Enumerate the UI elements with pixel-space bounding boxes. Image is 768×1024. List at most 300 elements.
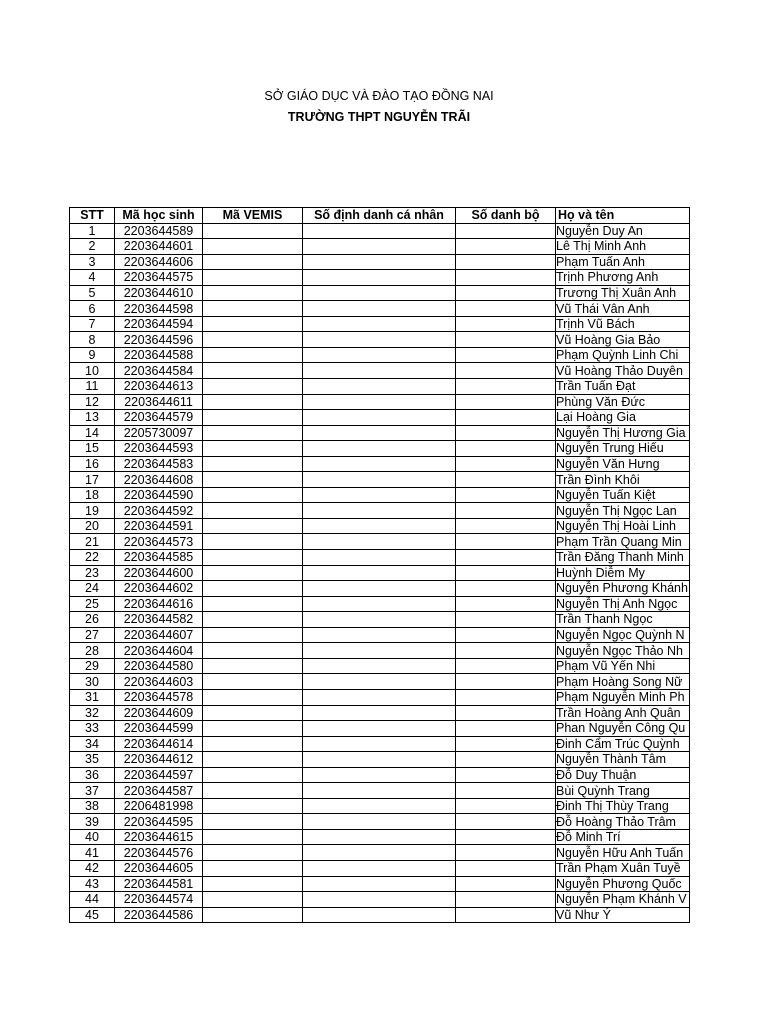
cell-full-name: Vũ Như Ý bbox=[556, 907, 690, 923]
cell-full-name: Đỗ Minh Trí bbox=[556, 829, 690, 845]
table-row bbox=[70, 845, 690, 861]
cell-personal-id bbox=[303, 363, 456, 379]
cell-ministry-id bbox=[456, 363, 556, 379]
cell-full-name: Nguyễn Phương Khánh bbox=[556, 581, 688, 596]
cell-stt: 43 bbox=[70, 876, 115, 892]
cell-full-name: Đỗ Duy Thuận bbox=[556, 767, 690, 783]
cell-stt: 45 bbox=[70, 907, 115, 923]
cell-student-code: 2203644585 bbox=[115, 550, 203, 566]
cell-full-name: Bùi Quỳnh Trang bbox=[556, 783, 690, 799]
cell-personal-id bbox=[303, 347, 456, 363]
cell-ministry-id bbox=[456, 487, 556, 503]
table-row bbox=[70, 627, 690, 643]
cell-vemis bbox=[203, 550, 303, 566]
cell-vemis bbox=[203, 783, 303, 799]
table-row bbox=[70, 643, 690, 659]
table-row bbox=[70, 798, 690, 814]
table-row bbox=[70, 347, 690, 363]
cell-full-name: Trần Hoàng Anh Quân bbox=[556, 705, 690, 721]
cell-personal-id bbox=[303, 301, 456, 317]
table-row bbox=[70, 752, 690, 768]
cell-student-code: 2203644588 bbox=[115, 347, 203, 363]
cell-full-name: Trịnh Phương Anh bbox=[556, 270, 690, 286]
cell-vemis bbox=[203, 705, 303, 721]
table-row bbox=[70, 721, 690, 737]
cell-vemis bbox=[203, 254, 303, 270]
cell-ministry-id bbox=[456, 285, 556, 301]
header-ministry-id: Số danh bộ bbox=[456, 208, 556, 224]
cell-ministry-id bbox=[456, 410, 556, 426]
cell-personal-id bbox=[303, 487, 456, 503]
cell-vemis bbox=[203, 767, 303, 783]
cell-vemis bbox=[203, 814, 303, 830]
cell-stt: 44 bbox=[70, 892, 115, 908]
cell-full-name: Vũ Thái Vân Anh bbox=[556, 301, 690, 317]
header-row bbox=[70, 208, 690, 224]
cell-personal-id bbox=[303, 829, 456, 845]
table-row bbox=[70, 658, 690, 674]
cell-stt: 42 bbox=[70, 860, 115, 876]
table-row bbox=[70, 425, 690, 441]
cell-full-name: Trần Tuấn Đạt bbox=[556, 379, 690, 395]
cell-vemis bbox=[203, 612, 303, 628]
cell-student-code: 2203644608 bbox=[115, 472, 203, 488]
cell-full-name: Đỗ Hoàng Thảo Trâm bbox=[556, 814, 690, 830]
cell-vemis bbox=[203, 347, 303, 363]
cell-student-code: 2203644601 bbox=[115, 239, 203, 255]
cell-full-name: Nguyễn Thị Hương Gia bbox=[556, 425, 690, 441]
header-stt: STT bbox=[70, 208, 115, 224]
cell-ministry-id bbox=[456, 674, 556, 690]
cell-vemis bbox=[203, 845, 303, 861]
cell-stt: 22 bbox=[70, 550, 115, 566]
cell-student-code: 2203644596 bbox=[115, 332, 203, 348]
cell-vemis bbox=[203, 658, 303, 674]
table-row bbox=[70, 596, 690, 612]
cell-personal-id bbox=[303, 736, 456, 752]
cell-student-code: 2203644586 bbox=[115, 907, 203, 923]
cell-stt: 33 bbox=[70, 721, 115, 737]
cell-vemis bbox=[203, 581, 303, 597]
cell-personal-id bbox=[303, 332, 456, 348]
table-row bbox=[70, 736, 690, 752]
cell-ministry-id bbox=[456, 596, 556, 612]
cell-vemis bbox=[203, 503, 303, 519]
table-row bbox=[70, 814, 690, 830]
cell-student-code: 2203644583 bbox=[115, 456, 203, 472]
cell-student-code: 2203644581 bbox=[115, 876, 203, 892]
cell-personal-id bbox=[303, 379, 456, 395]
cell-vemis bbox=[203, 456, 303, 472]
student-roster-table bbox=[69, 207, 690, 923]
cell-ministry-id bbox=[456, 705, 556, 721]
cell-student-code: 2203644593 bbox=[115, 441, 203, 457]
cell-personal-id bbox=[303, 550, 456, 566]
cell-full-name: Nguyễn Hữu Anh Tuấn bbox=[556, 845, 690, 861]
cell-personal-id bbox=[303, 845, 456, 861]
table-row bbox=[70, 581, 690, 597]
cell-stt: 20 bbox=[70, 518, 115, 534]
cell-full-name: Phạm Tuấn Anh bbox=[556, 254, 690, 270]
cell-stt: 39 bbox=[70, 814, 115, 830]
cell-personal-id bbox=[303, 518, 456, 534]
cell-stt: 7 bbox=[70, 316, 115, 332]
cell-full-name: Nguyễn Duy An bbox=[556, 223, 690, 239]
cell-stt: 17 bbox=[70, 472, 115, 488]
cell-vemis bbox=[203, 565, 303, 581]
cell-full-name: Phùng Văn Đức bbox=[556, 394, 690, 410]
cell-personal-id bbox=[303, 223, 456, 239]
table-row bbox=[70, 783, 690, 799]
table-header bbox=[70, 208, 690, 224]
cell-ministry-id bbox=[456, 689, 556, 705]
cell-vemis bbox=[203, 721, 303, 737]
cell-personal-id bbox=[303, 767, 456, 783]
table-body bbox=[70, 223, 690, 923]
cell-student-code: 2203644611 bbox=[115, 394, 203, 410]
cell-stt: 36 bbox=[70, 767, 115, 783]
table-row bbox=[70, 301, 690, 317]
cell-vemis bbox=[203, 596, 303, 612]
cell-vemis bbox=[203, 316, 303, 332]
cell-ministry-id bbox=[456, 798, 556, 814]
cell-student-code: 2203644614 bbox=[115, 736, 203, 752]
cell-vemis bbox=[203, 907, 303, 923]
cell-student-code: 2203644613 bbox=[115, 379, 203, 395]
cell-stt: 38 bbox=[70, 798, 115, 814]
table-row bbox=[70, 876, 690, 892]
cell-vemis bbox=[203, 627, 303, 643]
cell-ministry-id bbox=[456, 534, 556, 550]
cell-stt: 16 bbox=[70, 456, 115, 472]
cell-student-code: 2203644591 bbox=[115, 518, 203, 534]
table-row bbox=[70, 410, 690, 426]
cell-student-code: 2203644600 bbox=[115, 565, 203, 581]
cell-personal-id bbox=[303, 860, 456, 876]
cell-ministry-id bbox=[456, 876, 556, 892]
cell-personal-id bbox=[303, 239, 456, 255]
cell-personal-id bbox=[303, 721, 456, 737]
cell-ministry-id bbox=[456, 550, 556, 566]
cell-ministry-id bbox=[456, 752, 556, 768]
cell-student-code: 2203644587 bbox=[115, 783, 203, 799]
cell-personal-id bbox=[303, 783, 456, 799]
cell-personal-id bbox=[303, 270, 456, 286]
header-personal-id: Số định danh cá nhân bbox=[303, 208, 456, 224]
cell-stt: 35 bbox=[70, 752, 115, 768]
header-student-code: Mã học sinh bbox=[115, 208, 203, 224]
cell-ministry-id bbox=[456, 767, 556, 783]
cell-vemis bbox=[203, 285, 303, 301]
cell-student-code: 2203644595 bbox=[115, 814, 203, 830]
table-row bbox=[70, 363, 690, 379]
cell-vemis bbox=[203, 270, 303, 286]
cell-personal-id bbox=[303, 674, 456, 690]
cell-ministry-id bbox=[456, 472, 556, 488]
table-row bbox=[70, 239, 690, 255]
table-row bbox=[70, 316, 690, 332]
cell-student-code: 2203644589 bbox=[115, 223, 203, 239]
cell-ministry-id bbox=[456, 907, 556, 923]
cell-full-name: Trần Đình Khôi bbox=[556, 472, 690, 488]
cell-full-name: Trịnh Vũ Bách bbox=[556, 316, 690, 332]
cell-ministry-id bbox=[456, 223, 556, 239]
cell-student-code: 2203644590 bbox=[115, 487, 203, 503]
cell-ministry-id bbox=[456, 332, 556, 348]
cell-personal-id bbox=[303, 752, 456, 768]
cell-student-code: 2206481998 bbox=[115, 798, 203, 814]
cell-ministry-id bbox=[456, 503, 556, 519]
cell-personal-id bbox=[303, 814, 456, 830]
cell-full-name: Vũ Hoàng Gia Bảo bbox=[556, 332, 690, 348]
cell-personal-id bbox=[303, 534, 456, 550]
cell-full-name: Trần Phạm Xuân Tuyề bbox=[556, 860, 690, 876]
cell-stt: 32 bbox=[70, 705, 115, 721]
cell-vemis bbox=[203, 643, 303, 659]
cell-personal-id bbox=[303, 689, 456, 705]
cell-full-name: Nguyễn Trung Hiếu bbox=[556, 441, 690, 457]
cell-personal-id bbox=[303, 892, 456, 908]
table-row bbox=[70, 394, 690, 410]
cell-student-code: 2203644610 bbox=[115, 285, 203, 301]
cell-vemis bbox=[203, 518, 303, 534]
cell-vemis bbox=[203, 223, 303, 239]
cell-ministry-id bbox=[456, 441, 556, 457]
cell-student-code: 2203644616 bbox=[115, 596, 203, 612]
table-row bbox=[70, 550, 690, 566]
table-row bbox=[70, 829, 690, 845]
cell-full-name: Nguyễn Ngọc Quỳnh N bbox=[556, 627, 690, 643]
cell-student-code: 2203644579 bbox=[115, 410, 203, 426]
cell-personal-id bbox=[303, 612, 456, 628]
school-title: TRƯỜNG THPT NGUYỄN TRÃI bbox=[287, 110, 471, 124]
cell-stt: 24 bbox=[70, 581, 115, 597]
cell-student-code: 2203644602 bbox=[115, 581, 203, 597]
cell-full-name: Đinh Thị Thùy Trang bbox=[556, 798, 690, 814]
cell-stt: 29 bbox=[70, 658, 115, 674]
cell-ministry-id bbox=[456, 658, 556, 674]
cell-stt: 19 bbox=[70, 503, 115, 519]
cell-full-name: Lại Hoàng Gia bbox=[556, 410, 690, 426]
cell-full-name: Trương Thị Xuân Anh bbox=[556, 285, 690, 301]
cell-full-name: Đinh Cẩm Trúc Quỳnh bbox=[556, 736, 690, 752]
cell-personal-id bbox=[303, 658, 456, 674]
cell-student-code: 2203644574 bbox=[115, 892, 203, 908]
cell-full-name: Huỳnh Diễm My bbox=[556, 565, 690, 581]
cell-student-code: 2203644576 bbox=[115, 845, 203, 861]
header-full-name: Họ và tên bbox=[556, 208, 690, 224]
cell-student-code: 2203644578 bbox=[115, 689, 203, 705]
cell-full-name: Vũ Hoàng Thảo Duyên bbox=[556, 363, 690, 379]
cell-full-name: Phạm Nguyễn Minh Ph bbox=[556, 689, 690, 705]
cell-student-code: 2203644606 bbox=[115, 254, 203, 270]
cell-personal-id bbox=[303, 472, 456, 488]
table-row bbox=[70, 456, 690, 472]
cell-ministry-id bbox=[456, 581, 556, 597]
cell-ministry-id bbox=[456, 394, 556, 410]
cell-stt: 13 bbox=[70, 410, 115, 426]
cell-ministry-id bbox=[456, 845, 556, 861]
cell-stt: 26 bbox=[70, 612, 115, 628]
cell-stt: 15 bbox=[70, 441, 115, 457]
cell-vemis bbox=[203, 394, 303, 410]
table-row bbox=[70, 907, 690, 923]
table-row bbox=[70, 254, 690, 270]
cell-stt: 6 bbox=[70, 301, 115, 317]
cell-ministry-id bbox=[456, 425, 556, 441]
table-row bbox=[70, 689, 690, 705]
cell-student-code: 2203644580 bbox=[115, 658, 203, 674]
table-row bbox=[70, 270, 690, 286]
cell-vemis bbox=[203, 425, 303, 441]
cell-vemis bbox=[203, 798, 303, 814]
cell-ministry-id bbox=[456, 627, 556, 643]
cell-stt: 40 bbox=[70, 829, 115, 845]
cell-student-code: 2203644612 bbox=[115, 752, 203, 768]
cell-ministry-id bbox=[456, 612, 556, 628]
table-row bbox=[70, 472, 690, 488]
cell-stt: 12 bbox=[70, 394, 115, 410]
cell-stt: 30 bbox=[70, 674, 115, 690]
cell-full-name: Trần Đăng Thanh Minh bbox=[556, 550, 690, 566]
cell-personal-id bbox=[303, 316, 456, 332]
cell-full-name: Trần Thanh Ngọc bbox=[556, 612, 690, 628]
cell-student-code: 2203644575 bbox=[115, 270, 203, 286]
cell-vemis bbox=[203, 487, 303, 503]
table-row bbox=[70, 379, 690, 395]
cell-student-code: 2203644615 bbox=[115, 829, 203, 845]
cell-student-code: 2203644605 bbox=[115, 860, 203, 876]
cell-stt: 8 bbox=[70, 332, 115, 348]
cell-student-code: 2203644599 bbox=[115, 721, 203, 737]
cell-stt: 2 bbox=[70, 239, 115, 255]
cell-stt: 11 bbox=[70, 379, 115, 395]
cell-stt: 21 bbox=[70, 534, 115, 550]
cell-full-name: Nguyễn Văn Hưng bbox=[556, 456, 690, 472]
table-row bbox=[70, 503, 690, 519]
table-row bbox=[70, 534, 690, 550]
cell-student-code: 2203644594 bbox=[115, 316, 203, 332]
cell-stt: 37 bbox=[70, 783, 115, 799]
cell-stt: 1 bbox=[70, 223, 115, 239]
cell-student-code: 2203644582 bbox=[115, 612, 203, 628]
cell-full-name: Phan Nguyễn Công Qu bbox=[556, 721, 690, 737]
cell-personal-id bbox=[303, 581, 456, 597]
cell-stt: 14 bbox=[70, 425, 115, 441]
cell-vemis bbox=[203, 363, 303, 379]
cell-student-code: 2205730097 bbox=[115, 425, 203, 441]
cell-vemis bbox=[203, 689, 303, 705]
cell-ministry-id bbox=[456, 316, 556, 332]
cell-ministry-id bbox=[456, 860, 556, 876]
cell-student-code: 2203644609 bbox=[115, 705, 203, 721]
cell-ministry-id bbox=[456, 301, 556, 317]
cell-vemis bbox=[203, 892, 303, 908]
cell-student-code: 2203644603 bbox=[115, 674, 203, 690]
cell-personal-id bbox=[303, 627, 456, 643]
cell-ministry-id bbox=[456, 518, 556, 534]
table-row bbox=[70, 332, 690, 348]
cell-personal-id bbox=[303, 410, 456, 426]
cell-stt: 9 bbox=[70, 347, 115, 363]
cell-stt: 28 bbox=[70, 643, 115, 659]
cell-vemis bbox=[203, 239, 303, 255]
cell-full-name: Phạm Vũ Yến Nhi bbox=[556, 658, 690, 674]
cell-full-name: Nguyễn Phạm Khánh V bbox=[556, 892, 690, 908]
cell-personal-id bbox=[303, 441, 456, 457]
cell-vemis bbox=[203, 876, 303, 892]
cell-stt: 31 bbox=[70, 689, 115, 705]
cell-personal-id bbox=[303, 456, 456, 472]
table-row bbox=[70, 892, 690, 908]
cell-ministry-id bbox=[456, 829, 556, 845]
cell-personal-id bbox=[303, 285, 456, 301]
table-row bbox=[70, 860, 690, 876]
department-title: SỞ GIÁO DỤC VÀ ĐÀO TẠO ĐỒNG NAI bbox=[264, 89, 494, 103]
cell-student-code: 2203644597 bbox=[115, 767, 203, 783]
table-row bbox=[70, 705, 690, 721]
cell-ministry-id bbox=[456, 254, 556, 270]
cell-personal-id bbox=[303, 596, 456, 612]
cell-full-name: Nguyễn Phương Quốc bbox=[556, 876, 690, 892]
cell-stt: 34 bbox=[70, 736, 115, 752]
cell-personal-id bbox=[303, 643, 456, 659]
cell-ministry-id bbox=[456, 565, 556, 581]
cell-full-name: Nguyễn Thành Tâm bbox=[556, 752, 690, 768]
cell-student-code: 2203644592 bbox=[115, 503, 203, 519]
header-vemis: Mã VEMIS bbox=[203, 208, 303, 224]
cell-vemis bbox=[203, 752, 303, 768]
cell-ministry-id bbox=[456, 892, 556, 908]
cell-full-name: Nguyễn Tuấn Kiệt bbox=[556, 487, 690, 503]
cell-ministry-id bbox=[456, 783, 556, 799]
cell-ministry-id bbox=[456, 643, 556, 659]
cell-student-code: 2203644584 bbox=[115, 363, 203, 379]
cell-vemis bbox=[203, 674, 303, 690]
cell-vemis bbox=[203, 472, 303, 488]
cell-stt: 5 bbox=[70, 285, 115, 301]
table-row bbox=[70, 767, 690, 783]
cell-student-code: 2203644604 bbox=[115, 643, 203, 659]
cell-vemis bbox=[203, 301, 303, 317]
table-row bbox=[70, 565, 690, 581]
cell-stt: 41 bbox=[70, 845, 115, 861]
cell-ministry-id bbox=[456, 456, 556, 472]
cell-vemis bbox=[203, 441, 303, 457]
cell-student-code: 2203644607 bbox=[115, 627, 203, 643]
cell-full-name: Phạm Quỳnh Linh Chi bbox=[556, 347, 690, 363]
cell-ministry-id bbox=[456, 347, 556, 363]
cell-personal-id bbox=[303, 798, 456, 814]
cell-stt: 10 bbox=[70, 363, 115, 379]
cell-full-name: Phạm Hoàng Song Nữ bbox=[556, 674, 690, 690]
cell-personal-id bbox=[303, 425, 456, 441]
cell-vemis bbox=[203, 332, 303, 348]
cell-student-code: 2203644573 bbox=[115, 534, 203, 550]
cell-vemis bbox=[203, 379, 303, 395]
table-row bbox=[70, 441, 690, 457]
cell-full-name: Nguyễn Thị Anh Ngọc bbox=[556, 596, 690, 612]
cell-stt: 4 bbox=[70, 270, 115, 286]
cell-personal-id bbox=[303, 254, 456, 270]
cell-ministry-id bbox=[456, 814, 556, 830]
table-row bbox=[70, 285, 690, 301]
cell-ministry-id bbox=[456, 270, 556, 286]
cell-stt: 3 bbox=[70, 254, 115, 270]
cell-vemis bbox=[203, 410, 303, 426]
cell-stt: 25 bbox=[70, 596, 115, 612]
cell-stt: 23 bbox=[70, 565, 115, 581]
